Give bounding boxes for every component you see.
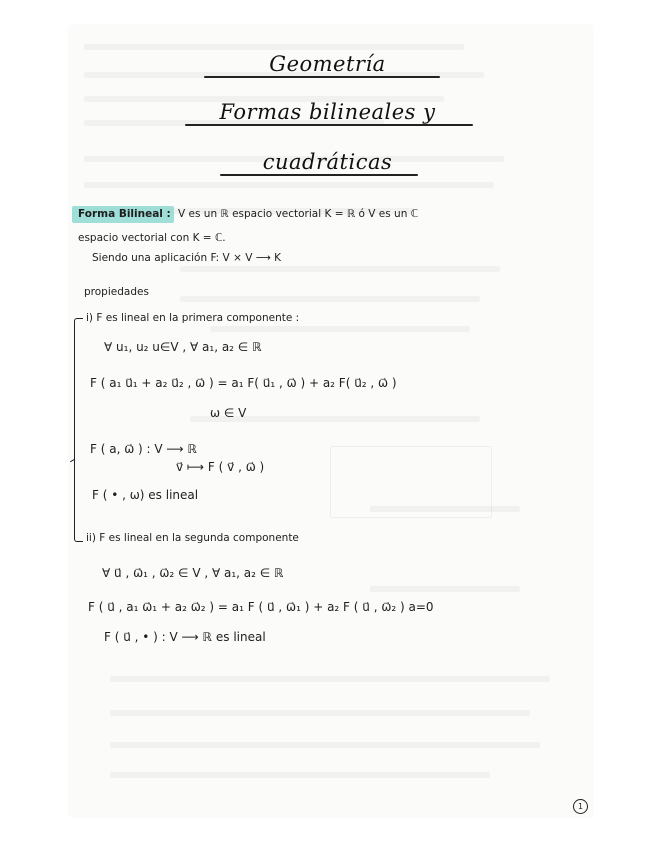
definition-text-a: V es un ℝ espacio vectorial K = ℝ ó V es un ℂ	[178, 208, 419, 220]
prop1-conclusion: F ( • , ω) es lineal	[92, 488, 199, 502]
prop1-quantifiers: ∀ u₁, u₂ u∈V , ∀ a₁, a₂ ∈ ℝ	[104, 340, 262, 354]
bleed-through-text	[70, 26, 592, 816]
prop1-equation-condition: ω ∈ V	[210, 406, 247, 420]
definition-term: Forma Bilineal :	[78, 208, 171, 220]
prop2-heading: ii) F es lineal en la segunda componente	[86, 532, 299, 544]
title-underline-3	[220, 174, 418, 176]
definition-text-c: Siendo una aplicación F: V × V ⟶ K	[92, 252, 282, 264]
title-line-2: Formas bilineales y	[219, 100, 436, 124]
prop1-heading: i) F es lineal en la primera componente :	[86, 312, 300, 324]
prop2-equation: F ( u⃗ , a₁ ω⃗₁ + a₂ ω⃗₂ ) = a₁ F ( u⃗ , ω⃗₁ ) + a₂ F ( u⃗ , ω⃗₂ ) a=0	[88, 600, 434, 614]
prop1-equation: F ( a₁ u⃗₁ + a₂ u⃗₂ , ω⃗ ) = a₁ F( u⃗₁ , ω⃗ ) + a₂ F( u⃗₂ , ω⃗ )	[90, 376, 397, 390]
prop2-conclusion: F ( u⃗ , • ) : V ⟶ ℝ es lineal	[104, 630, 266, 644]
definition-text-b: espacio vectorial con K = ℂ.	[78, 232, 226, 244]
title-line-3: cuadráticas	[262, 150, 393, 174]
title-underline-1	[204, 76, 440, 78]
prop2-quantifiers: ∀ u⃗ , ω⃗₁ , ω⃗₂ ∈ V , ∀ a₁, a₂ ∈ ℝ	[102, 566, 284, 580]
page-number: 1	[573, 799, 588, 814]
left-brace	[74, 318, 83, 542]
prop1-map-line2: v⃗ ⟼ F ( v⃗ , ω⃗ )	[176, 460, 265, 474]
title-line-1: Geometría	[269, 52, 386, 76]
title-underline-2	[185, 124, 473, 126]
properties-heading: propiedades	[84, 286, 149, 298]
notebook-page	[70, 26, 592, 816]
prop1-map-line1: F ( a, ω⃗ ) : V ⟶ ℝ	[90, 442, 197, 456]
